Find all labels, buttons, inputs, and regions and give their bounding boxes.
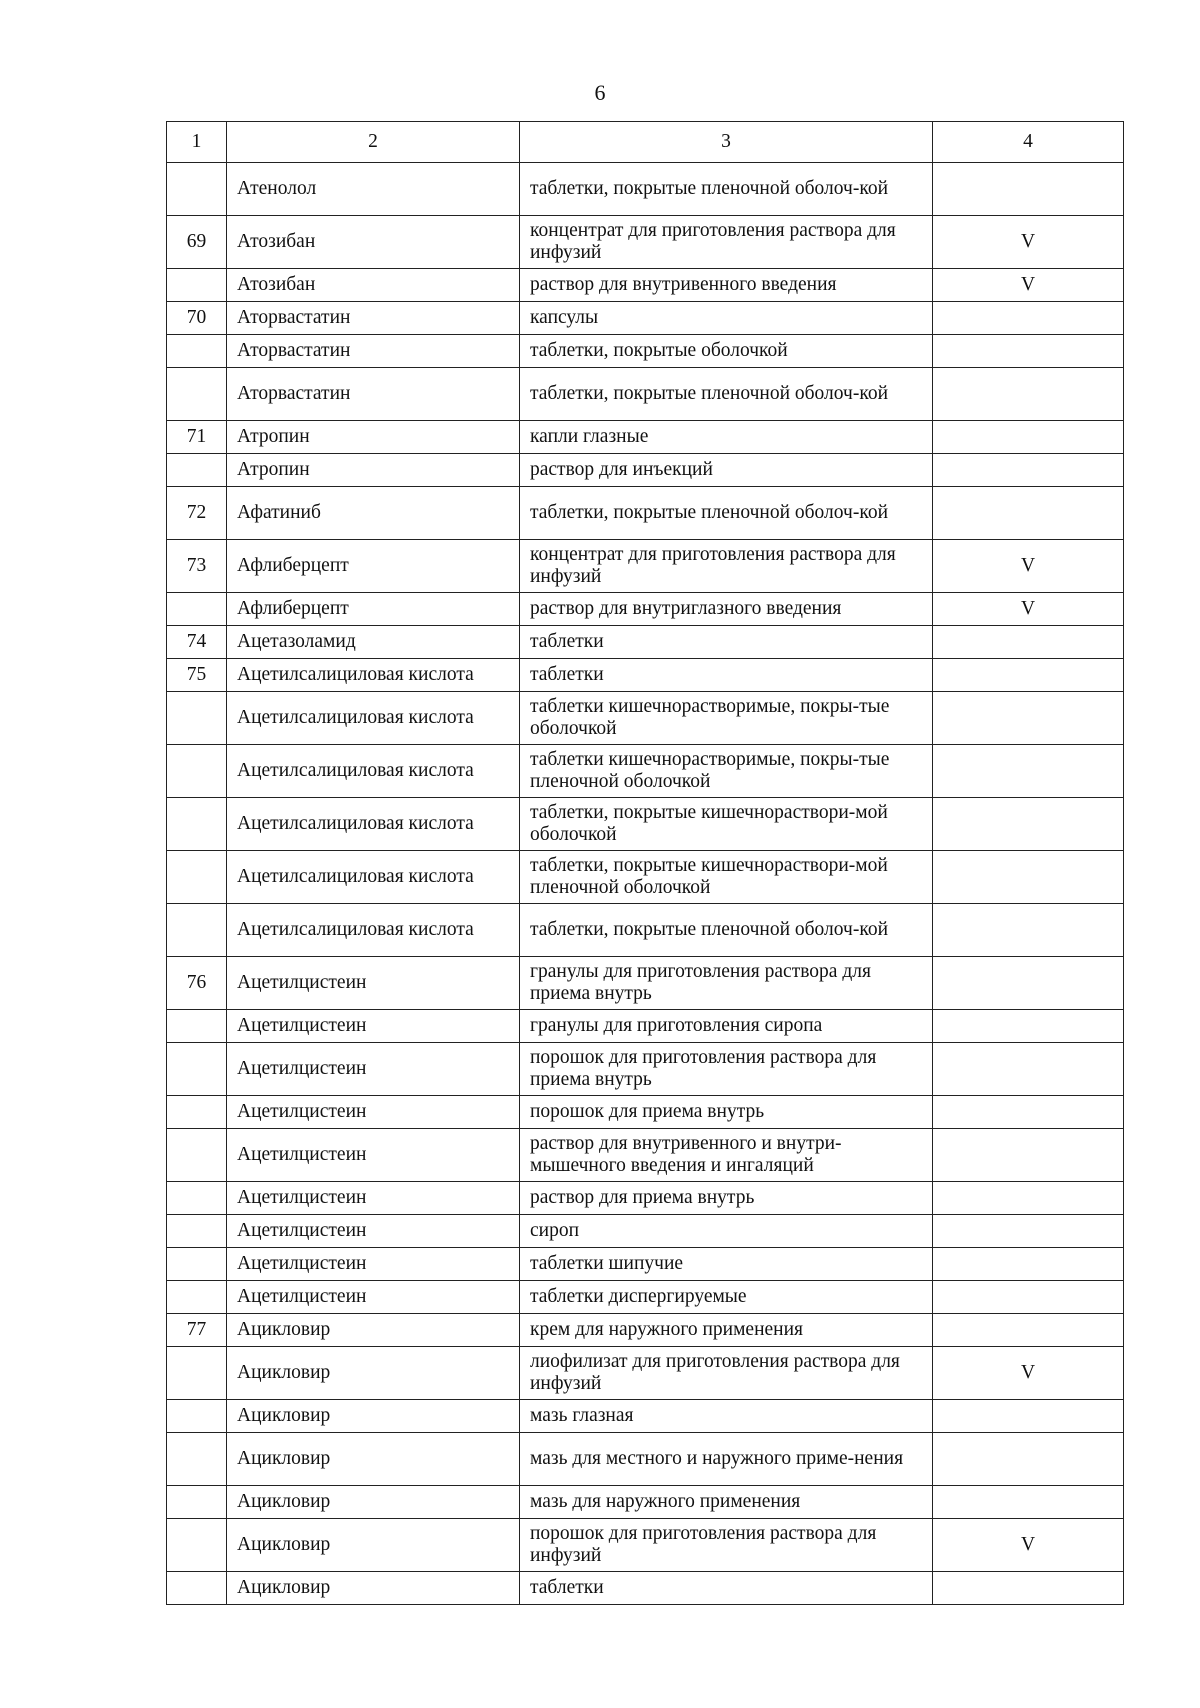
- mark-cell: [933, 904, 1124, 957]
- row-number-cell: [167, 1010, 227, 1043]
- dosage-form-cell: таблетки диспергируемые: [520, 1281, 933, 1314]
- table-row: [167, 798, 1124, 851]
- dosage-form-cell: раствор для приема внутрь: [520, 1182, 933, 1215]
- row-number-cell: 76: [167, 957, 227, 1010]
- table-row: [167, 487, 1124, 540]
- dosage-form-cell: раствор для инъекций: [520, 454, 933, 487]
- dosage-form-cell: таблетки: [520, 659, 933, 692]
- dosage-form-cell: таблетки, покрытые кишечнораствори-мой оболочкой: [520, 798, 933, 851]
- mark-cell: [933, 1096, 1124, 1129]
- dosage-form-cell: крем для наружного применения: [520, 1314, 933, 1347]
- drug-name-cell: Ацетилсалициловая кислота: [227, 798, 520, 851]
- drug-name-cell: Ацетилцистеин: [227, 1043, 520, 1096]
- drug-name-cell: Ацикловир: [227, 1400, 520, 1433]
- table-row: [167, 1215, 1124, 1248]
- dosage-form-cell: порошок для приготовления раствора для приема внутрь: [520, 1043, 933, 1096]
- drug-name-cell: Ацетилсалициловая кислота: [227, 851, 520, 904]
- row-number-cell: [167, 1486, 227, 1519]
- table-row: [167, 1572, 1124, 1605]
- dosage-form-cell: лиофилизат для приготовления раствора для инфузий: [520, 1347, 933, 1400]
- mark-cell: [933, 1010, 1124, 1043]
- mark-cell: V: [933, 216, 1124, 269]
- row-number-cell: 71: [167, 421, 227, 454]
- mark-cell: [933, 798, 1124, 851]
- drug-name-cell: Атозибан: [227, 269, 520, 302]
- row-number-cell: 69: [167, 216, 227, 269]
- mark-cell: [933, 1281, 1124, 1314]
- table-row: [167, 1043, 1124, 1096]
- row-number-cell: 77: [167, 1314, 227, 1347]
- dosage-form-cell: таблетки, покрытые пленочной оболоч-кой: [520, 904, 933, 957]
- drug-name-cell: Атенолол: [227, 163, 520, 216]
- row-number-cell: [167, 1215, 227, 1248]
- header-col-3: 3: [520, 122, 933, 163]
- dosage-form-cell: раствор для внутривенного и внутри-мышечного введения и ингаляций: [520, 1129, 933, 1182]
- dosage-form-cell: таблетки кишечнорастворимые, покры-тые пленочной оболочкой: [520, 745, 933, 798]
- drug-name-cell: Ацикловир: [227, 1519, 520, 1572]
- drug-name-cell: Афлиберцепт: [227, 540, 520, 593]
- row-number-cell: [167, 1248, 227, 1281]
- row-number-cell: [167, 904, 227, 957]
- drug-name-cell: Ацетазоламид: [227, 626, 520, 659]
- row-number-cell: [167, 1400, 227, 1433]
- dosage-form-cell: таблетки, покрытые кишечнораствори-мой пленочной оболочкой: [520, 851, 933, 904]
- drug-name-cell: Атозибан: [227, 216, 520, 269]
- row-number-cell: [167, 269, 227, 302]
- dosage-form-cell: концентрат для приготовления раствора для инфузий: [520, 216, 933, 269]
- dosage-form-cell: таблетки, покрытые оболочкой: [520, 335, 933, 368]
- row-number-cell: 75: [167, 659, 227, 692]
- table-row: [167, 335, 1124, 368]
- table-row: [167, 1347, 1124, 1400]
- row-number-cell: 72: [167, 487, 227, 540]
- dosage-form-cell: гранулы для приготовления раствора для приема внутрь: [520, 957, 933, 1010]
- dosage-form-cell: раствор для внутриглазного введения: [520, 593, 933, 626]
- table-row: [167, 1433, 1124, 1486]
- mark-cell: [933, 626, 1124, 659]
- mark-cell: [933, 692, 1124, 745]
- drug-name-cell: Ацикловир: [227, 1347, 520, 1400]
- mark-cell: V: [933, 1519, 1124, 1572]
- mark-cell: [933, 1215, 1124, 1248]
- row-number-cell: [167, 851, 227, 904]
- row-number-cell: [167, 593, 227, 626]
- mark-cell: V: [933, 593, 1124, 626]
- mark-cell: [933, 302, 1124, 335]
- drug-name-cell: Ацетилцистеин: [227, 1129, 520, 1182]
- row-number-cell: [167, 1519, 227, 1572]
- table-row: [167, 163, 1124, 216]
- mark-cell: [933, 1433, 1124, 1486]
- dosage-form-cell: мазь для наружного применения: [520, 1486, 933, 1519]
- mark-cell: [933, 745, 1124, 798]
- drug-name-cell: Ацикловир: [227, 1314, 520, 1347]
- table-row: [167, 1314, 1124, 1347]
- drug-name-cell: Аторвастатин: [227, 302, 520, 335]
- header-col-4: 4: [933, 122, 1124, 163]
- table-header: [167, 122, 1124, 163]
- drug-name-cell: Афлиберцепт: [227, 593, 520, 626]
- table-row: [167, 1400, 1124, 1433]
- table-row: [167, 851, 1124, 904]
- row-number-cell: [167, 368, 227, 421]
- dosage-form-cell: гранулы для приготовления сиропа: [520, 1010, 933, 1043]
- row-number-cell: [167, 454, 227, 487]
- table-row: [167, 1096, 1124, 1129]
- table-row: [167, 626, 1124, 659]
- mark-cell: V: [933, 540, 1124, 593]
- row-number-cell: [167, 335, 227, 368]
- row-number-cell: [167, 745, 227, 798]
- row-number-cell: [167, 1129, 227, 1182]
- table-row: [167, 1129, 1124, 1182]
- dosage-form-cell: таблетки: [520, 1572, 933, 1605]
- drug-name-cell: Ацикловир: [227, 1433, 520, 1486]
- dosage-form-cell: таблетки шипучие: [520, 1248, 933, 1281]
- row-number-cell: [167, 1572, 227, 1605]
- drug-name-cell: Ацетилцистеин: [227, 957, 520, 1010]
- mark-cell: V: [933, 269, 1124, 302]
- dosage-form-cell: таблетки: [520, 626, 933, 659]
- row-number-cell: [167, 1281, 227, 1314]
- table-row: [167, 216, 1124, 269]
- dosage-form-cell: порошок для приготовления раствора для инфузий: [520, 1519, 933, 1572]
- table-row: [167, 1281, 1124, 1314]
- table-row: [167, 1248, 1124, 1281]
- mark-cell: [933, 335, 1124, 368]
- table-row: [167, 454, 1124, 487]
- row-number-cell: [167, 163, 227, 216]
- drug-name-cell: Ацикловир: [227, 1572, 520, 1605]
- drug-name-cell: Ацетилцистеин: [227, 1010, 520, 1043]
- drug-name-cell: Ацетилсалициловая кислота: [227, 659, 520, 692]
- dosage-form-cell: концентрат для приготовления раствора для инфузий: [520, 540, 933, 593]
- table-row: [167, 692, 1124, 745]
- header-col-1: 1: [167, 122, 227, 163]
- table-row: [167, 540, 1124, 593]
- mark-cell: [933, 487, 1124, 540]
- mark-cell: [933, 1182, 1124, 1215]
- mark-cell: [933, 1043, 1124, 1096]
- mark-cell: [933, 659, 1124, 692]
- row-number-cell: 74: [167, 626, 227, 659]
- mark-cell: [933, 1129, 1124, 1182]
- table-row: [167, 745, 1124, 798]
- table-row: [167, 302, 1124, 335]
- header-col-2: 2: [227, 122, 520, 163]
- row-number-cell: 73: [167, 540, 227, 593]
- mark-cell: [933, 1314, 1124, 1347]
- mark-cell: [933, 957, 1124, 1010]
- mark-cell: [933, 1400, 1124, 1433]
- drug-name-cell: Атропин: [227, 421, 520, 454]
- table-body: [167, 163, 1124, 1605]
- table-row: [167, 1182, 1124, 1215]
- drug-name-cell: Аторвастатин: [227, 368, 520, 421]
- drug-name-cell: Ацетилсалициловая кислота: [227, 745, 520, 798]
- drug-name-cell: Ацетилсалициловая кислота: [227, 692, 520, 745]
- dosage-form-cell: таблетки, покрытые пленочной оболоч-кой: [520, 487, 933, 540]
- page-number: 6: [594, 80, 606, 105]
- mark-cell: [933, 421, 1124, 454]
- mark-cell: V: [933, 1347, 1124, 1400]
- drug-name-cell: Ацетилцистеин: [227, 1215, 520, 1248]
- row-number-cell: [167, 798, 227, 851]
- dosage-form-cell: таблетки, покрытые пленочной оболоч-кой: [520, 163, 933, 216]
- table-row: [167, 659, 1124, 692]
- row-number-cell: [167, 1096, 227, 1129]
- dosage-form-cell: таблетки кишечнорастворимые, покры-тые оболочкой: [520, 692, 933, 745]
- row-number-cell: [167, 1182, 227, 1215]
- drug-name-cell: Аторвастатин: [227, 335, 520, 368]
- drug-name-cell: Ацикловир: [227, 1486, 520, 1519]
- mark-cell: [933, 368, 1124, 421]
- row-number-cell: 70: [167, 302, 227, 335]
- mark-cell: [933, 1572, 1124, 1605]
- table-row: [167, 904, 1124, 957]
- table-row: [167, 1519, 1124, 1572]
- mark-cell: [933, 1248, 1124, 1281]
- row-number-cell: [167, 1347, 227, 1400]
- dosage-form-cell: мазь для местного и наружного приме-нения: [520, 1433, 933, 1486]
- mark-cell: [933, 163, 1124, 216]
- drug-name-cell: Ацетилцистеин: [227, 1182, 520, 1215]
- drug-name-cell: Ацетилцистеин: [227, 1281, 520, 1314]
- dosage-form-cell: капли глазные: [520, 421, 933, 454]
- table-row: [167, 368, 1124, 421]
- table-row: [167, 593, 1124, 626]
- mark-cell: [933, 851, 1124, 904]
- drug-name-cell: Афатиниб: [227, 487, 520, 540]
- dosage-form-cell: раствор для внутривенного введения: [520, 269, 933, 302]
- dosage-form-cell: таблетки, покрытые пленочной оболоч-кой: [520, 368, 933, 421]
- dosage-form-cell: сироп: [520, 1215, 933, 1248]
- dosage-form-cell: капсулы: [520, 302, 933, 335]
- drug-name-cell: Ацетилсалициловая кислота: [227, 904, 520, 957]
- drug-name-cell: Ацетилцистеин: [227, 1096, 520, 1129]
- drug-name-cell: Ацетилцистеин: [227, 1248, 520, 1281]
- table-row: [167, 421, 1124, 454]
- table-row: [167, 269, 1124, 302]
- mark-cell: [933, 1486, 1124, 1519]
- drug-table: [166, 121, 1124, 1605]
- dosage-form-cell: порошок для приема внутрь: [520, 1096, 933, 1129]
- row-number-cell: [167, 1433, 227, 1486]
- row-number-cell: [167, 692, 227, 745]
- drug-name-cell: Атропин: [227, 454, 520, 487]
- dosage-form-cell: мазь глазная: [520, 1400, 933, 1433]
- table-row: [167, 1486, 1124, 1519]
- mark-cell: [933, 454, 1124, 487]
- table-row: [167, 1010, 1124, 1043]
- row-number-cell: [167, 1043, 227, 1096]
- table-row: [167, 957, 1124, 1010]
